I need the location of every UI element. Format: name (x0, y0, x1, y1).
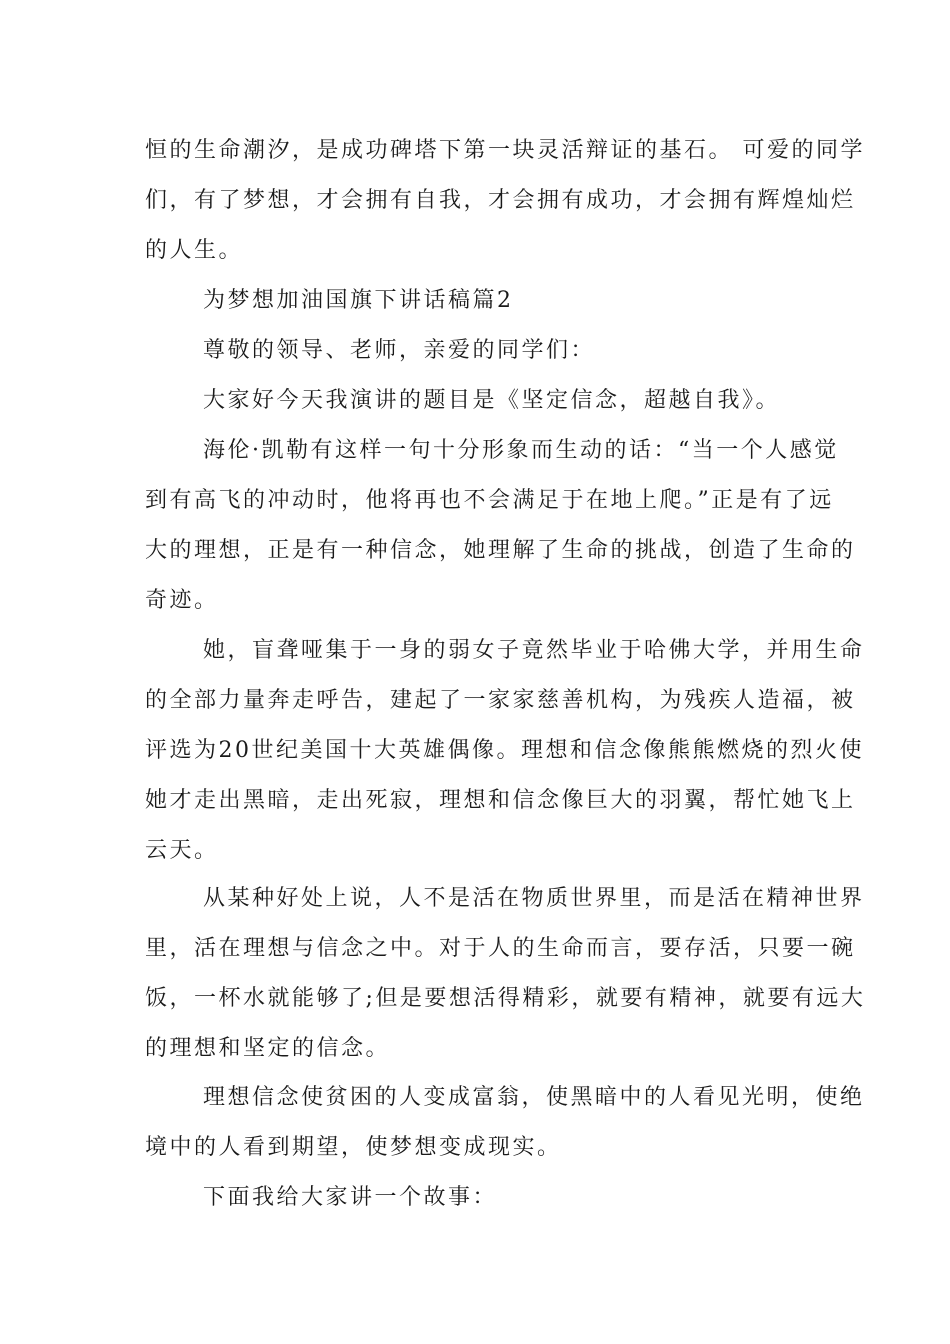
text-line: 到有高飞的冲动时，他将再也不会满足于在地上爬。”正是有了远 (145, 488, 834, 513)
text-line: 们，有了梦想，才会拥有自我，才会拥有成功，才会拥有辉煌灿烂 (145, 188, 856, 213)
paragraph-spirit-world (145, 874, 866, 1074)
text-line: 的理想和坚定的信念。 (145, 1036, 391, 1061)
text-line: 境中的人看到期望，使梦想变成现实。 (145, 1135, 562, 1160)
text-line: 尊敬的领导、老师，亲爱的同学们： (203, 338, 596, 363)
text-line: 她才走出黑暗，走出死寂，理想和信念像巨大的羽翼，帮忙她飞上 (145, 788, 856, 813)
text-line: 海伦·凯勒有这样一句十分形象而生动的话：“当一个人感觉 (203, 438, 839, 463)
text-line: 的人生。 (145, 238, 244, 263)
paragraph-belief-power (145, 1073, 865, 1173)
text-line: 为梦想加油国旗下讲话稿篇2 (203, 288, 514, 313)
paragraph-keller-quote (145, 426, 856, 626)
paragraph-continuation (145, 126, 865, 276)
text-line: 奇迹。 (145, 588, 219, 613)
paragraph-intro (145, 376, 807, 426)
text-line: 恒的生命潮汐，是成功碑塔下第一块灵活辩证的基石。 可爱的同学 (145, 138, 865, 163)
text-line: 大家好今天我演讲的题目是《坚定信念，超越自我》。 (203, 388, 781, 413)
text-line: 她，盲聋哑集于一身的弱女子竟然毕业于哈佛大学，并用生命 (203, 638, 865, 663)
text-line: 从某种好处上说，人不是活在物质世界里，而是活在精神世界 (203, 886, 865, 911)
text-line: 评选为20世纪美国十大英雄偶像。理想和信念像熊熊燃烧的烈火使 (145, 738, 864, 763)
text-line: 下面我给大家讲一个故事： (203, 1185, 498, 1210)
paragraph-story-intro (145, 1173, 807, 1223)
text-line: 理想信念使贫困的人变成富翁，使黑暗中的人看见光明，使绝 (203, 1085, 865, 1110)
text-line: 大的理想，正是有一种信念，她理解了生命的挑战，创造了生命的 (145, 538, 856, 563)
paragraph-salutation (145, 326, 807, 376)
section-title (145, 276, 807, 326)
text-line: 云天。 (145, 838, 219, 863)
text-line: 的全部力量奔走呼告，建起了一家家慈善机构，为残疾人造福，被 (145, 688, 856, 713)
text-line: 饭，一杯水就能够了;但是要想活得精彩，就要有精神，就要有远大 (145, 986, 866, 1011)
text-line: 里，活在理想与信念之中。对于人的生命而言，要存活，只要一碗 (145, 936, 856, 961)
paragraph-keller-story (145, 626, 865, 876)
